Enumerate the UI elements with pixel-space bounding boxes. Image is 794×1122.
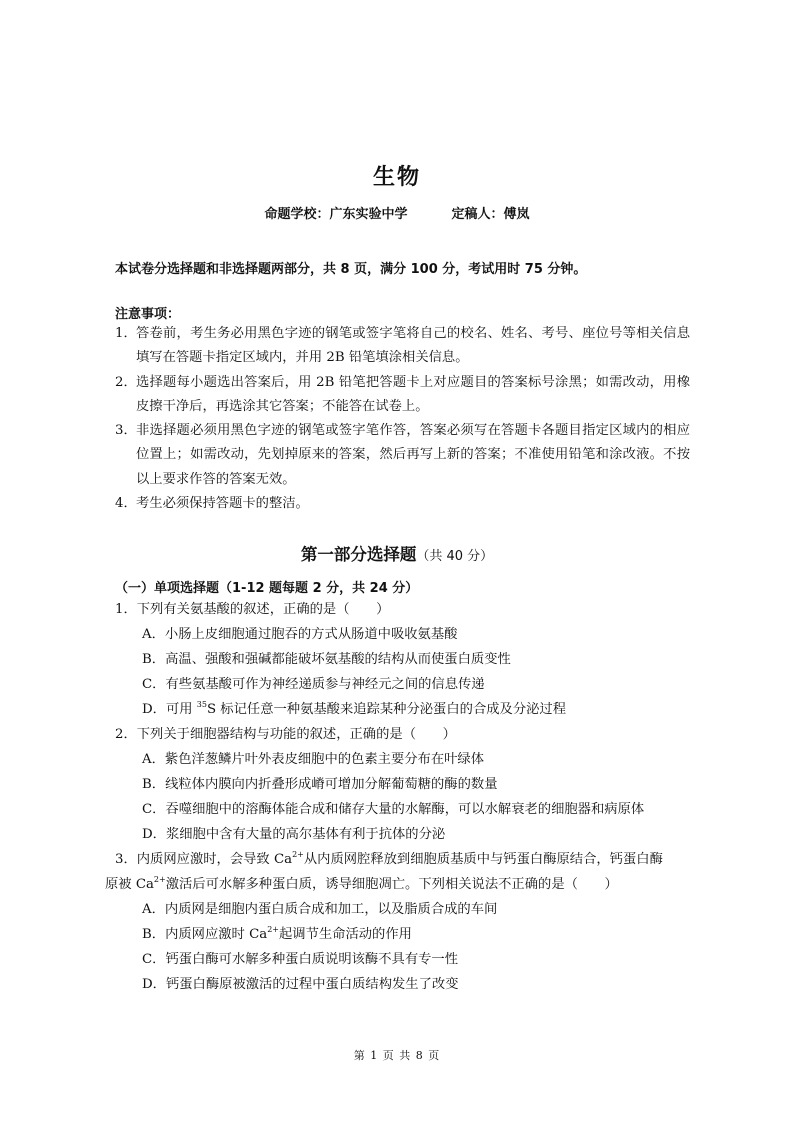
part-score-note: （共 40 分）	[416, 549, 494, 564]
option-d	[115, 697, 695, 722]
notice-number: 3．	[115, 423, 137, 439]
option-a: A．小肠上皮细胞通过胞吞的方式从肠道中吸收氨基酸	[142, 627, 458, 642]
option-a: A．紫色洋葱鳞片叶外表皮细胞中的色素主要分布在叶绿体	[142, 752, 485, 767]
stem-part: 3．内质网应激时，会导致 Ca	[115, 852, 293, 867]
ion-superscript: 2+	[153, 874, 166, 884]
notice-text: 非选择题必须用黑色字迹的钢笔或签字笔作答，答案必须写在答题卡各题目指定区域内的相应位置上；如需改动，先划掉原来的答案，然后再写上新的答案；不准使用铅笔和涂改液。不按以上要求作答的答案无效。	[136, 423, 690, 487]
question-stem: 2．下列关于细胞器结构与功能的叙述，正确的是（ ）	[115, 727, 456, 742]
notice-item	[115, 371, 690, 420]
editor-label: 定稿人：	[451, 207, 504, 222]
notice-text: 答卷前，考生务必用黑色字迹的钢笔或签字笔将自己的校名、姓名、考号、座位号等相关信息填写在答题卡指定区域内，并用 2B 铅笔填涂相关信息。	[136, 326, 690, 366]
part-title	[0, 541, 794, 565]
stem-part: 激活后可水解多种蛋白质，诱导细胞凋亡。下列相关说法不正确的是（ ）	[165, 877, 618, 892]
question-list	[105, 597, 695, 997]
notice-text: 考生必须保持答题卡的整洁。	[136, 496, 309, 512]
option-d-post: S 标记任意一种氨基酸来追踪某种分泌蛋白的合成及分泌过程	[206, 702, 567, 717]
option-c: C．有些氨基酸可作为神经递质参与神经元之间的信息传递	[142, 677, 485, 692]
question-stem-line2	[105, 872, 695, 897]
notice-number: 1．	[115, 326, 137, 341]
option-c: C．吞噬细胞中的溶酶体能合成和储存大量的水解酶，可以水解衰老的细胞器和病原体	[142, 802, 645, 817]
page-footer: 第 1 页 共 8 页	[353, 1049, 441, 1062]
option-b	[115, 922, 695, 947]
ion-superscript: 2+	[267, 924, 279, 934]
editor-name: 傅岚	[503, 207, 530, 222]
question-stem	[115, 847, 695, 872]
ion-superscript: 2+	[292, 849, 304, 859]
option-b-pre: B．内质网应激时 Ca	[142, 927, 268, 942]
part-title-text: 第一部分选择题	[300, 545, 417, 564]
notice-number: 2．	[115, 374, 137, 390]
section-title: （一）单项选择题（1-12 题每题 2 分，共 24 分）	[115, 581, 419, 596]
option-b: B．线粒体内膜向内折叠形成嵴可增加分解葡萄糖的酶的数量	[142, 777, 498, 792]
notice-item	[115, 492, 690, 516]
option-d-pre: D．可用	[142, 702, 197, 717]
option-c: C．钙蛋白酶可水解多种蛋白质说明该酶不具有专一性	[142, 952, 459, 967]
stem-part: 原被 Ca	[105, 877, 154, 892]
notice-title: 注意事项：	[115, 307, 181, 322]
notice-list	[115, 322, 690, 516]
option-b-post: 起调节生命活动的作用	[278, 927, 412, 942]
option-d: D．钙蛋白酶原被激活的过程中蛋白质结构发生了改变	[142, 977, 459, 992]
option-a: A．内质网是细胞内蛋白质合成和加工，以及脂质合成的车间	[142, 902, 498, 917]
isotope-superscript: 35	[196, 699, 207, 709]
school-name: 广东实验中学	[329, 207, 408, 222]
exam-subtitle	[0, 203, 794, 222]
option-d: D．浆细胞中含有大量的高尔基体有利于抗体的分泌	[142, 827, 446, 842]
school-label: 命题学校：	[264, 207, 330, 222]
option-b: B．高温、强酸和强碱都能破坏氨基酸的结构从而使蛋白质变性	[142, 652, 511, 667]
notice-item	[115, 322, 690, 371]
notice-text: 选择题每小题选出答案后，用 2B 铅笔把答题卡上对应题目的答案标号涂黑；如需改动，用橡皮擦干净后，再选涂其它答案；不能答在试卷上。	[136, 374, 690, 414]
stem-part: 从内质网腔释放到细胞质基质中与钙蛋白酶原结合，钙蛋白酶	[303, 852, 663, 867]
exam-intro: 本试卷分选择题和非选择题两部分，共 8 页，满分 100 分，考试用时 75 分钟。	[115, 262, 587, 277]
exam-title: 生物	[372, 165, 421, 190]
question-stem: 1．下列有关氨基酸的叙述，正确的是（ ）	[115, 602, 390, 617]
notice-item	[115, 419, 690, 492]
notice-number: 4．	[115, 496, 137, 512]
